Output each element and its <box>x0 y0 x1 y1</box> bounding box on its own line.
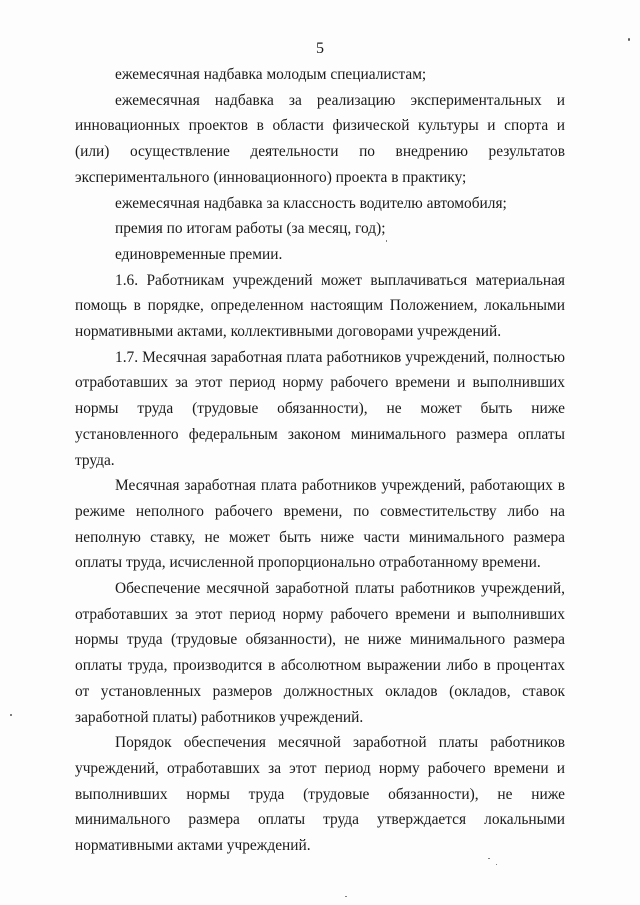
scan-speck <box>386 240 387 242</box>
page-number: 5 <box>316 40 324 57</box>
paragraph-salary-provision: Обеспечение месячной заработной платы работников учреждений, отработавших за этот период норму рабочего времени и выполнивших нормы труда (трудовые обязанности), не ниже минимального размера оплаты труда, производится в абсолютном выражении либо в процентах от установленных размеров должностных окладов (окладов, ставок заработной платы) работников учреждений. <box>75 580 565 726</box>
paragraph-section-1-6: 1.6. Работникам учреждений может выплачиваться материальная помощь в порядке, определенном настоящим Положением, локальными нормативными актами, коллективными договорами учреждений. <box>75 271 565 341</box>
paragraph-bonus-young-specialists: ежемесячная надбавка молодым специалистам; <box>115 66 427 83</box>
paragraph-bonus-driver-class: ежемесячная надбавка за классность водителю автомобиля; <box>115 194 507 212</box>
paragraph-section-1-7: 1.7. Месячная заработная плата работников учреждений, полностью отработавших за этот период норму рабочего времени и выполнивших нормы труда (трудовые обязанности), не может быть ниже установленного федеральным законом минимального размера оплаты труда. <box>75 348 565 469</box>
paragraph-bonus-experimental-projects: ежемесячная надбавка за реализацию экспериментальных и инновационных проектов в области физической культуры и спорта и (или) осуществление деятельности по внедрению результатов экспериментального (инновационного) проекта в практику; <box>75 91 565 186</box>
paragraph-one-time-bonus: единовременные премии. <box>115 245 283 263</box>
document-body <box>75 62 565 859</box>
paragraph-bonus-results: премия по итогам работы (за месяц, год); <box>115 220 386 238</box>
paragraph-part-time-salary: Месячная заработная плата работников учреждений, работающих в режиме неполного рабочего времени, по совместительству либо на неполную ставку, не может быть ниже части минимального размера оплаты труда, исчисленной пропорционально отработанному времени. <box>75 477 565 572</box>
scan-speck <box>496 864 497 865</box>
scan-speck <box>488 858 490 859</box>
paragraph-salary-procedure: Порядок обеспечения месячной заработной платы работников учреждений, отработавших за этот период норму рабочего времени и выполнивших нормы труда (трудовые обязанности), не ниже минимального размера оплаты труда утверждается локальными нормативными актами учреждений. <box>75 734 565 855</box>
scan-speck <box>10 714 12 716</box>
scan-speck <box>628 38 630 41</box>
scan-speck <box>345 896 347 897</box>
